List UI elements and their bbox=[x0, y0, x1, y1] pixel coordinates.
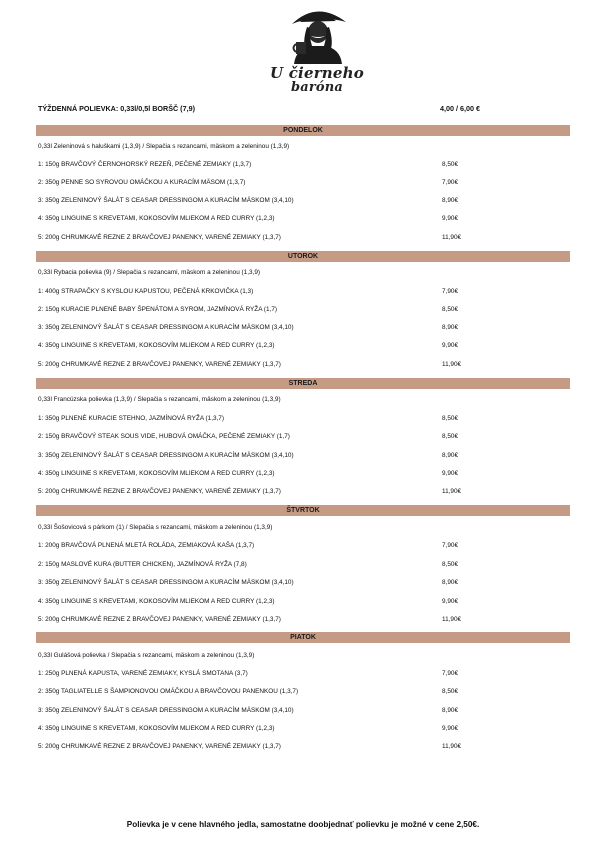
day-soup: 0,33l Šošovicová s párkom (1) / Slepačia s rezancami, mäskom a zeleninou (1,3,9) bbox=[38, 524, 273, 531]
menu-item-name: 4: 350g LINGUINE S KREVETAMI, KOKOSOVÍM MLIEKOM A RED CURRY (1,2,3) bbox=[38, 470, 275, 477]
restaurant-logo bbox=[262, 2, 372, 98]
menu-item bbox=[38, 688, 558, 698]
menu-item-name: 5: 200g CHRUMKAVÉ REZNE Z BRAVČOVEJ PANENKY, VARENÉ ZEMIAKY (1,3,7) bbox=[38, 743, 281, 750]
menu-item-name: 4: 350g LINGUINE S KREVETAMI, KOKOSOVÍM MLIEKOM A RED CURRY (1,2,3) bbox=[38, 342, 275, 349]
menu-item-price: 7,90€ bbox=[442, 542, 458, 549]
day-soup: 0,33l Rybacia polievka (9) / Slepačia s rezancami, mäskom a zeleninou (1,3,9) bbox=[38, 269, 261, 276]
menu-item-price: 8,90€ bbox=[442, 324, 458, 331]
day-soup: 0,33l Gulášová polievka / Slepačia s rezancami, mäskom a zeleninou (1,3,9) bbox=[38, 652, 255, 659]
menu-item-price: 8,50€ bbox=[442, 688, 458, 695]
weekly-soup-label: TÝŽDENNÁ POLIEVKA: 0,33l/0,5l BORŠČ (7,9) bbox=[38, 104, 195, 113]
menu-item bbox=[38, 542, 558, 552]
menu-item bbox=[38, 306, 558, 316]
menu-item-name: 2: 350g TAGLIATELLE S ŠAMPIONOVOU OMÁČKOU A BRAVČOVOU PANENKOU (1,3,7) bbox=[38, 688, 299, 695]
menu-item-price: 8,50€ bbox=[442, 433, 458, 440]
menu-item-price: 8,50€ bbox=[442, 306, 458, 313]
menu-item-name: 5: 200g CHRUMKAVÉ REZNE Z BRAVČOVEJ PANENKY, VARENÉ ZEMIAKY (1,3,7) bbox=[38, 488, 281, 495]
menu-item-name: 1: 400g STRAPAČKY S KYSLOU KAPUSTOU, PEČENÁ KRKOVIČKA (1,3) bbox=[38, 288, 254, 295]
weekly-soup-row bbox=[38, 104, 568, 116]
day-header-tuesday: UTOROK bbox=[36, 251, 570, 262]
menu-item-name: 4: 350g LINGUINE S KREVETAMI, KOKOSOVÍM MLIEKOM A RED CURRY (1,2,3) bbox=[38, 215, 275, 222]
menu-item-name: 2: 150g MASLOVÉ KURA (BUTTER CHICKEN), JAZMÍNOVÁ RYŽA (7,8) bbox=[38, 561, 247, 568]
menu-item bbox=[38, 361, 558, 371]
menu-item-name: 3: 350g ZELENINOVÝ ŠALÁT S CEASAR DRESSINGOM A KURACÍM MÄSKOM (3,4,10) bbox=[38, 579, 294, 586]
menu-item-name: 3: 350g ZELENINOVÝ ŠALÁT S CEASAR DRESSINGOM A KURACÍM MÄSKOM (3,4,10) bbox=[38, 707, 294, 714]
menu-item-name: 3: 350g ZELENINOVÝ ŠALÁT S CEASAR DRESSINGOM A KURACÍM MÄSKOM (3,4,10) bbox=[38, 197, 294, 204]
menu-item-name: 3: 350g ZELENINOVÝ ŠALÁT S CEASAR DRESSINGOM A KURACÍM MÄSKOM (3,4,10) bbox=[38, 452, 294, 459]
baron-silhouette-icon bbox=[262, 2, 372, 64]
menu-item-price: 9,90€ bbox=[442, 725, 458, 732]
menu-item-name: 4: 350g LINGUINE S KREVETAMI, KOKOSOVÍM MLIEKOM A RED CURRY (1,2,3) bbox=[38, 598, 275, 605]
menu-item bbox=[38, 197, 558, 207]
menu-item bbox=[38, 452, 558, 462]
menu-item bbox=[38, 288, 558, 298]
menu-item bbox=[38, 725, 558, 735]
menu-item-name: 1: 250g PLNENÁ KAPUSTA, VARENÉ ZEMIAKY, KYSLÁ SMOTANA (3,7) bbox=[38, 670, 248, 677]
menu-item-name: 3: 350g ZELENINOVÝ ŠALÁT S CEASAR DRESSINGOM A KURACÍM MÄSKOM (3,4,10) bbox=[38, 324, 294, 331]
day-header-monday: PONDELOK bbox=[36, 125, 570, 136]
menu-item-name: 5: 200g CHRUMKAVÉ REZNE Z BRAVČOVEJ PANENKY, VARENÉ ZEMIAKY (1,3,7) bbox=[38, 616, 281, 623]
menu-item bbox=[38, 488, 558, 498]
weekly-soup-price: 4,00 / 6,00 € bbox=[440, 104, 480, 113]
logo-line-2: baróna bbox=[290, 80, 344, 95]
menu-item-price: 8,50€ bbox=[442, 561, 458, 568]
menu-item-price: 11,90€ bbox=[442, 234, 462, 241]
menu-item-name: 2: 350g PENNE SO SYROVOU OMÁČKOU A KURACÍM MÄSOM (1,3,7) bbox=[38, 179, 246, 186]
logo-line-1: U čierneho bbox=[270, 64, 364, 82]
day-soup: 0,33l Francúzska polievka (1,3,9) / Slepačia s rezancami, mäskom a zeleninou (1,3,9) bbox=[38, 396, 281, 403]
day-header-wednesday: STREDA bbox=[36, 378, 570, 389]
menu-item-price: 9,90€ bbox=[442, 342, 458, 349]
menu-item bbox=[38, 561, 558, 571]
menu-item bbox=[38, 179, 558, 189]
menu-item bbox=[38, 707, 558, 717]
menu-item-price: 11,90€ bbox=[442, 616, 462, 623]
menu-item-price: 8,90€ bbox=[442, 579, 458, 586]
menu-item-price: 9,90€ bbox=[442, 470, 458, 477]
menu-item-price: 8,50€ bbox=[442, 161, 458, 168]
menu-item bbox=[38, 598, 558, 608]
menu-item-price: 8,50€ bbox=[442, 415, 458, 422]
menu-item-price: 11,90€ bbox=[442, 743, 462, 750]
menu-item bbox=[38, 433, 558, 443]
menu-item bbox=[38, 470, 558, 480]
menu-item bbox=[38, 161, 558, 171]
menu-item bbox=[38, 415, 558, 425]
menu-item-name: 4: 350g LINGUINE S KREVETAMI, KOKOSOVÍM MLIEKOM A RED CURRY (1,2,3) bbox=[38, 725, 275, 732]
menu-item bbox=[38, 616, 558, 626]
footer-note: Polievka je v cene hlavného jedla, samostatne doobjednať polievku je možné v cene 2,50€. bbox=[126, 820, 480, 829]
menu-item bbox=[38, 579, 558, 589]
menu-item-price: 9,90€ bbox=[442, 215, 458, 222]
menu-item-price: 9,90€ bbox=[442, 598, 458, 605]
menu-item-name: 1: 150g BRAVČOVÝ ČERNOHORSKÝ REZEŇ, PEČENÉ ZEMIAKY (1,3,7) bbox=[38, 161, 252, 168]
menu-item-price: 11,90€ bbox=[442, 488, 462, 495]
day-soup: 0,33l Zeleninová s haluškami (1,3,9) / Slepačia s rezancami, mäskom a zeleninou (1,3,9) bbox=[38, 143, 290, 150]
day-header-friday: PIATOK bbox=[36, 632, 570, 643]
menu-item-name: 1: 200g BRAVČOVÁ PLNENÁ MLETÁ ROLÁDA, ZEMIAKOVÁ KAŠA (1,3,7) bbox=[38, 542, 255, 549]
menu-item-price: 11,90€ bbox=[442, 361, 462, 368]
menu-item-price: 7,90€ bbox=[442, 288, 458, 295]
menu-item-price: 7,90€ bbox=[442, 179, 458, 186]
menu-item-name: 5: 200g CHRUMKAVÉ REZNE Z BRAVČOVEJ PANENKY, VARENÉ ZEMIAKY (1,3,7) bbox=[38, 234, 281, 241]
menu-item-price: 7,90€ bbox=[442, 670, 458, 677]
menu-item-name: 2: 150g KURACIE PLNENÉ BABY ŠPENÁTOM A SYROM, JAZMÍNOVÁ RYŽA (1,7) bbox=[38, 306, 278, 313]
menu-item-name: 1: 350g PLNENÉ KURACIE STEHNO, JAZMÍNOVÁ RYŽA (1,3,7) bbox=[38, 415, 224, 422]
menu-item-price: 8,90€ bbox=[442, 197, 458, 204]
menu-item bbox=[38, 234, 558, 244]
menu-item-name: 5: 200g CHRUMKAVÉ REZNE Z BRAVČOVEJ PANENKY, VARENÉ ZEMIAKY (1,3,7) bbox=[38, 361, 281, 368]
menu-item-price: 8,90€ bbox=[442, 707, 458, 714]
menu-item bbox=[38, 342, 558, 352]
menu-item bbox=[38, 215, 558, 225]
menu-item bbox=[38, 743, 558, 753]
day-header-thursday: ŠTVRTOK bbox=[36, 505, 570, 516]
menu-item bbox=[38, 324, 558, 334]
menu-item-price: 8,90€ bbox=[442, 452, 458, 459]
menu-item bbox=[38, 670, 558, 680]
menu-item-name: 2: 150g BRAVČOVÝ STEAK SOUS VIDE, HUBOVÁ OMÁČKA, PEČENÉ ZEMIAKY (1,7) bbox=[38, 433, 290, 440]
